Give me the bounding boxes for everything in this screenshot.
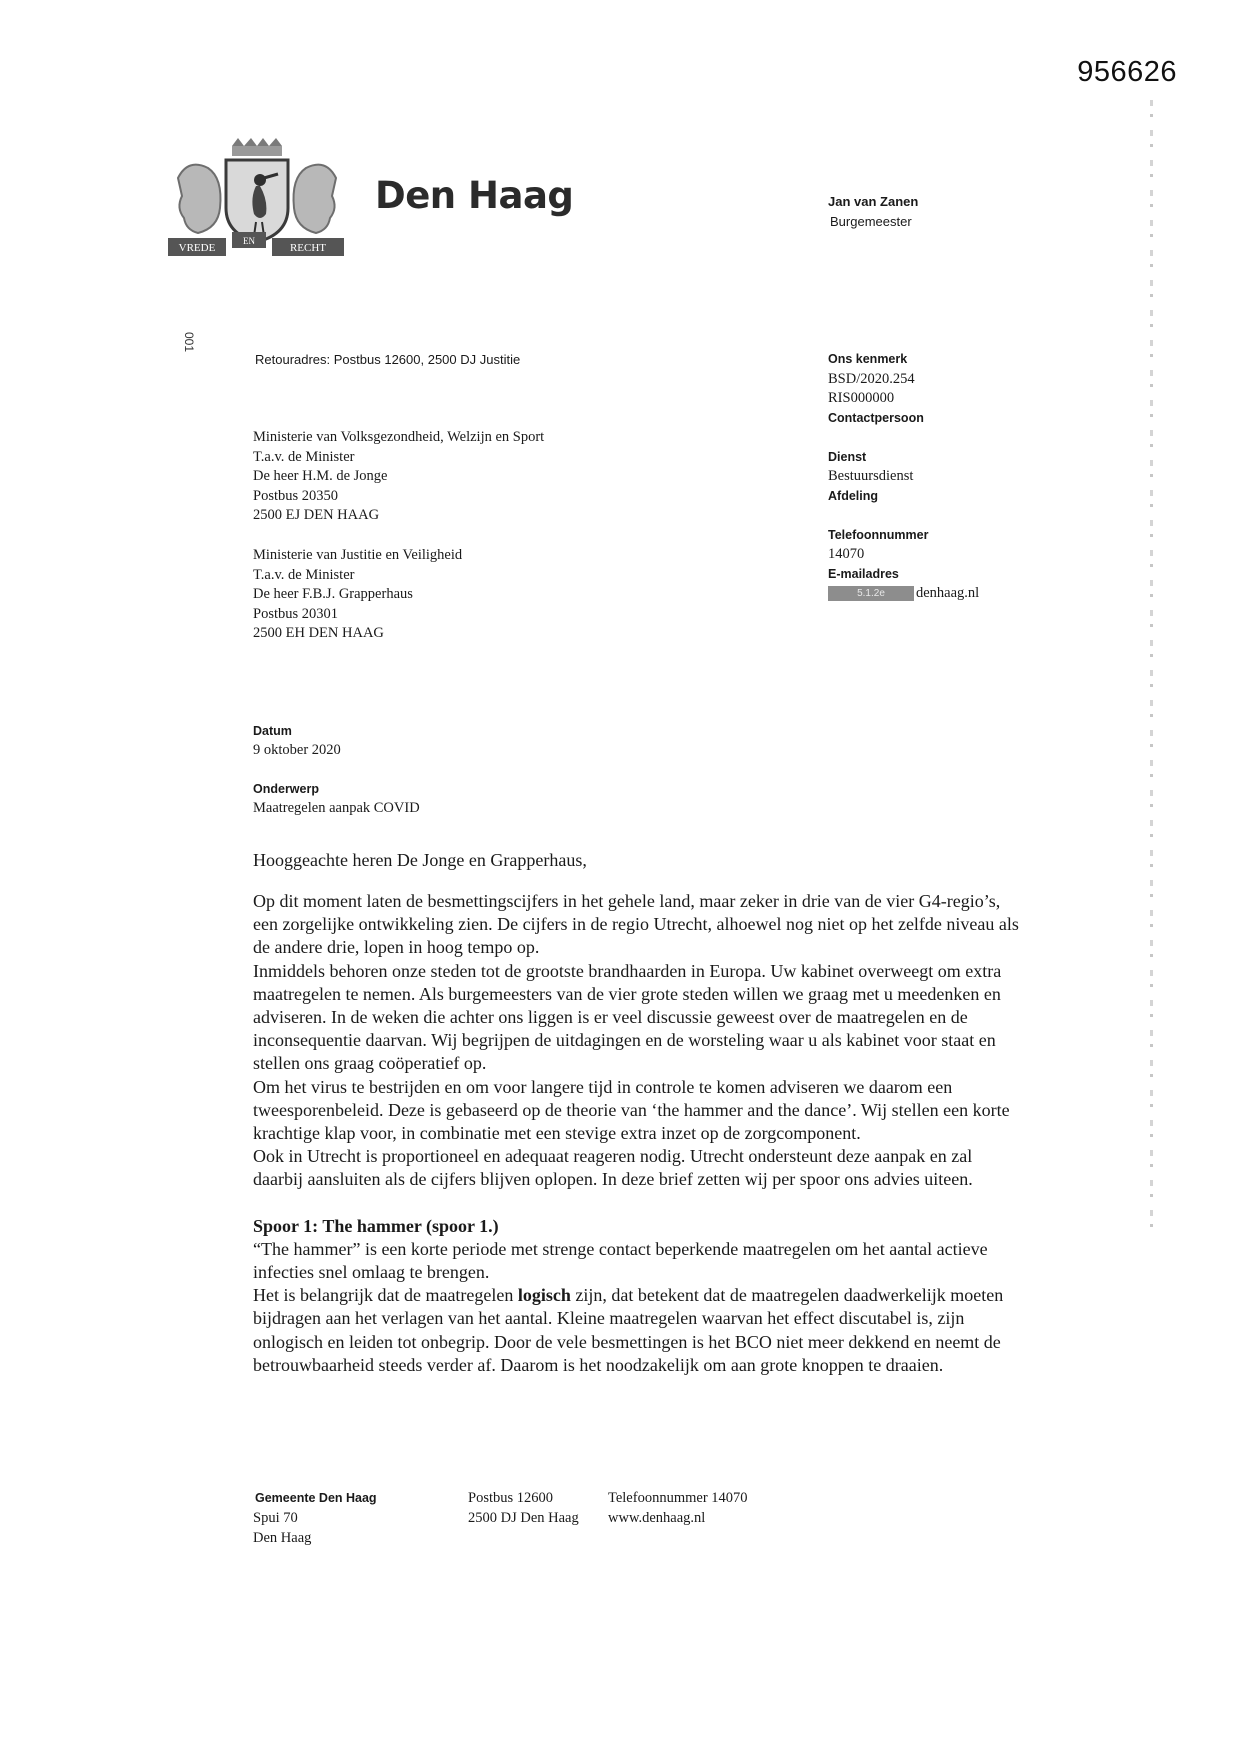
contactpersoon-label: Contactpersoon [828,410,924,425]
telefoon-value: 14070 [828,546,865,562]
addressee-line: T.a.v. de Minister [253,448,355,465]
reference-block [828,350,1088,604]
ons-kenmerk-label: Ons kenmerk [828,352,908,366]
addressee-line: De heer F.B.J. Grapperhaus [253,586,413,602]
footer-postcode-city: 2500 DJ Den Haag [468,1510,579,1526]
datum-label: Datum [253,724,292,738]
body-paragraph-5: “The hammer” is een korte periode met strenge contact beperkende maatregelen om het aantal actieve infecties snel omlaag te brengen. [253,1238,988,1283]
return-address: Retouradres: Postbus 12600, 2500 DJ Justitie [255,352,521,367]
addressee-line: De heer H.M. de Jonge [253,468,388,484]
onderwerp-label: Onderwerp [253,782,319,796]
document-number: 956626 [1077,56,1177,88]
salutation: Hooggeachte heren De Jonge en Grapperhaus, [253,850,587,870]
dienst-value: Bestuursdienst [828,468,914,484]
coat-of-arms-logo [168,138,346,260]
onderwerp-value: Maatregelen aanpak COVID [253,800,420,816]
email-label: E-mailadres [828,566,899,581]
addressee-line: 2500 EH DEN HAAG [253,625,384,641]
footer-website: www.denhaag.nl [608,1510,706,1526]
letter-body [253,890,1023,1377]
body-paragraph-1: Op dit moment laten de besmettingscijfers in het gehele land, maar zeker in drie van de vier G4-regio’s, een zorgelijke ontwikkeling zien. De cijfers in de regio Utrecht, alhoewel nog niet op het zelfde niveau als de andere drie, lopen in hoog tempo op. [253,891,1019,958]
p6-text-before: Het is belangrijk dat de maatregelen [253,1285,518,1306]
addressee-block-1 [253,428,544,526]
email-value [828,584,1088,604]
sender-name: Jan van Zanen [828,194,919,209]
footer-organization: Gemeente Den Haag [255,1491,377,1505]
motto-en: EN [243,236,255,246]
email-suffix: denhaag.nl [916,585,980,601]
sender-role: Burgemeester [830,214,912,229]
contactpersoon-spacer [828,428,1088,448]
scan-edge-artifact [1150,100,1153,1230]
p6-bold-word: logisch [517,1285,571,1306]
addressee-line: Postbus 20301 [253,605,339,622]
telefoon-label: Telefoonnummer [828,527,929,542]
ons-kenmerk-value: BSD/2020.254 [828,370,915,387]
side-code: 001 [182,332,196,353]
email-redaction: 5.1.2e [828,586,914,601]
body-paragraph-4: Ook in Utrecht is proportioneel en adequaat reageren nodig. Utrecht ondersteunt deze aanpak en zal daarbij aansluiten als de cijfers blijven oplopen. In deze brief zetten wij per spoor ons advies uiteen. [253,1146,973,1190]
afdeling-spacer [828,506,1088,526]
addressee-line: T.a.v. de Minister [253,566,355,583]
ris-value: RIS000000 [828,390,895,406]
footer-telefoon: Telefoonnummer 14070 [608,1490,748,1506]
body-paragraph-3: Om het virus te bestrijden en om voor langere tijd in controle te komen adviseren we daarom een tweesporenbeleid. Deze is gebaseerd op de theorie van ‘the hammer and the dance’. Wij stellen een korte krachtige klap voor, in combinatie met een stevige extra inzet op de zorgcomponent. [253,1076,1010,1144]
addressee-line: Postbus 20350 [253,487,339,504]
paragraph-spacer [253,1192,1023,1215]
afdeling-label: Afdeling [828,488,878,503]
footer-city: Den Haag [253,1530,312,1546]
motto-recht: RECHT [289,242,327,254]
datum-value: 9 oktober 2020 [253,742,341,758]
body-paragraph-2: Inmiddels behoren onze steden tot de grootste brandhaarden in Europa. Uw kabinet overweegt om extra maatregelen te nemen. Als burgemeesters van de vier grote steden willen we graag met u meedenken en adviseren. In de weken die achter ons liggen is er veel discussie geweest over de maatregelen en de inconsequentie daarvan. Wij begrijpen de uitdagingen en de worsteling waar u als kabinet voor staat en stellen ons graag coöperatief op. [253,960,1002,1074]
body-paragraph-6 [253,1284,1023,1377]
footer-postbus: Postbus 12600 [468,1490,554,1506]
section-heading-spoor-1: Spoor 1: The hammer (spoor 1.) [253,1215,499,1236]
footer-street: Spui 70 [253,1510,298,1526]
motto-vrede: VREDE [178,242,216,254]
addressee-block-2 [253,546,462,644]
p6-text-after: zijn, dat betekent dat de maatregelen daadwerkelijk moeten bijdragen aan het verlagen van het aantal. Kleine maatregelen waarvan het effect discutabel is, zijn onlogisch en leiden tot onbegrip. Door de vele besmettingen is het BCO niet meer dekkend en neemt de betrouwbaarheid steeds verder af. Daarom is het noodzakelijk om aan grote knoppen te draaien. [253,1285,1004,1375]
addressee-line: Ministerie van Volksgezondheid, Welzijn en Sport [253,429,545,445]
addressee-line: Ministerie van Justitie en Veiligheid [253,547,463,563]
addressee-line: 2500 EJ DEN HAAG [253,507,380,523]
dienst-label: Dienst [828,449,867,464]
organization-name: Den Haag [375,174,574,217]
